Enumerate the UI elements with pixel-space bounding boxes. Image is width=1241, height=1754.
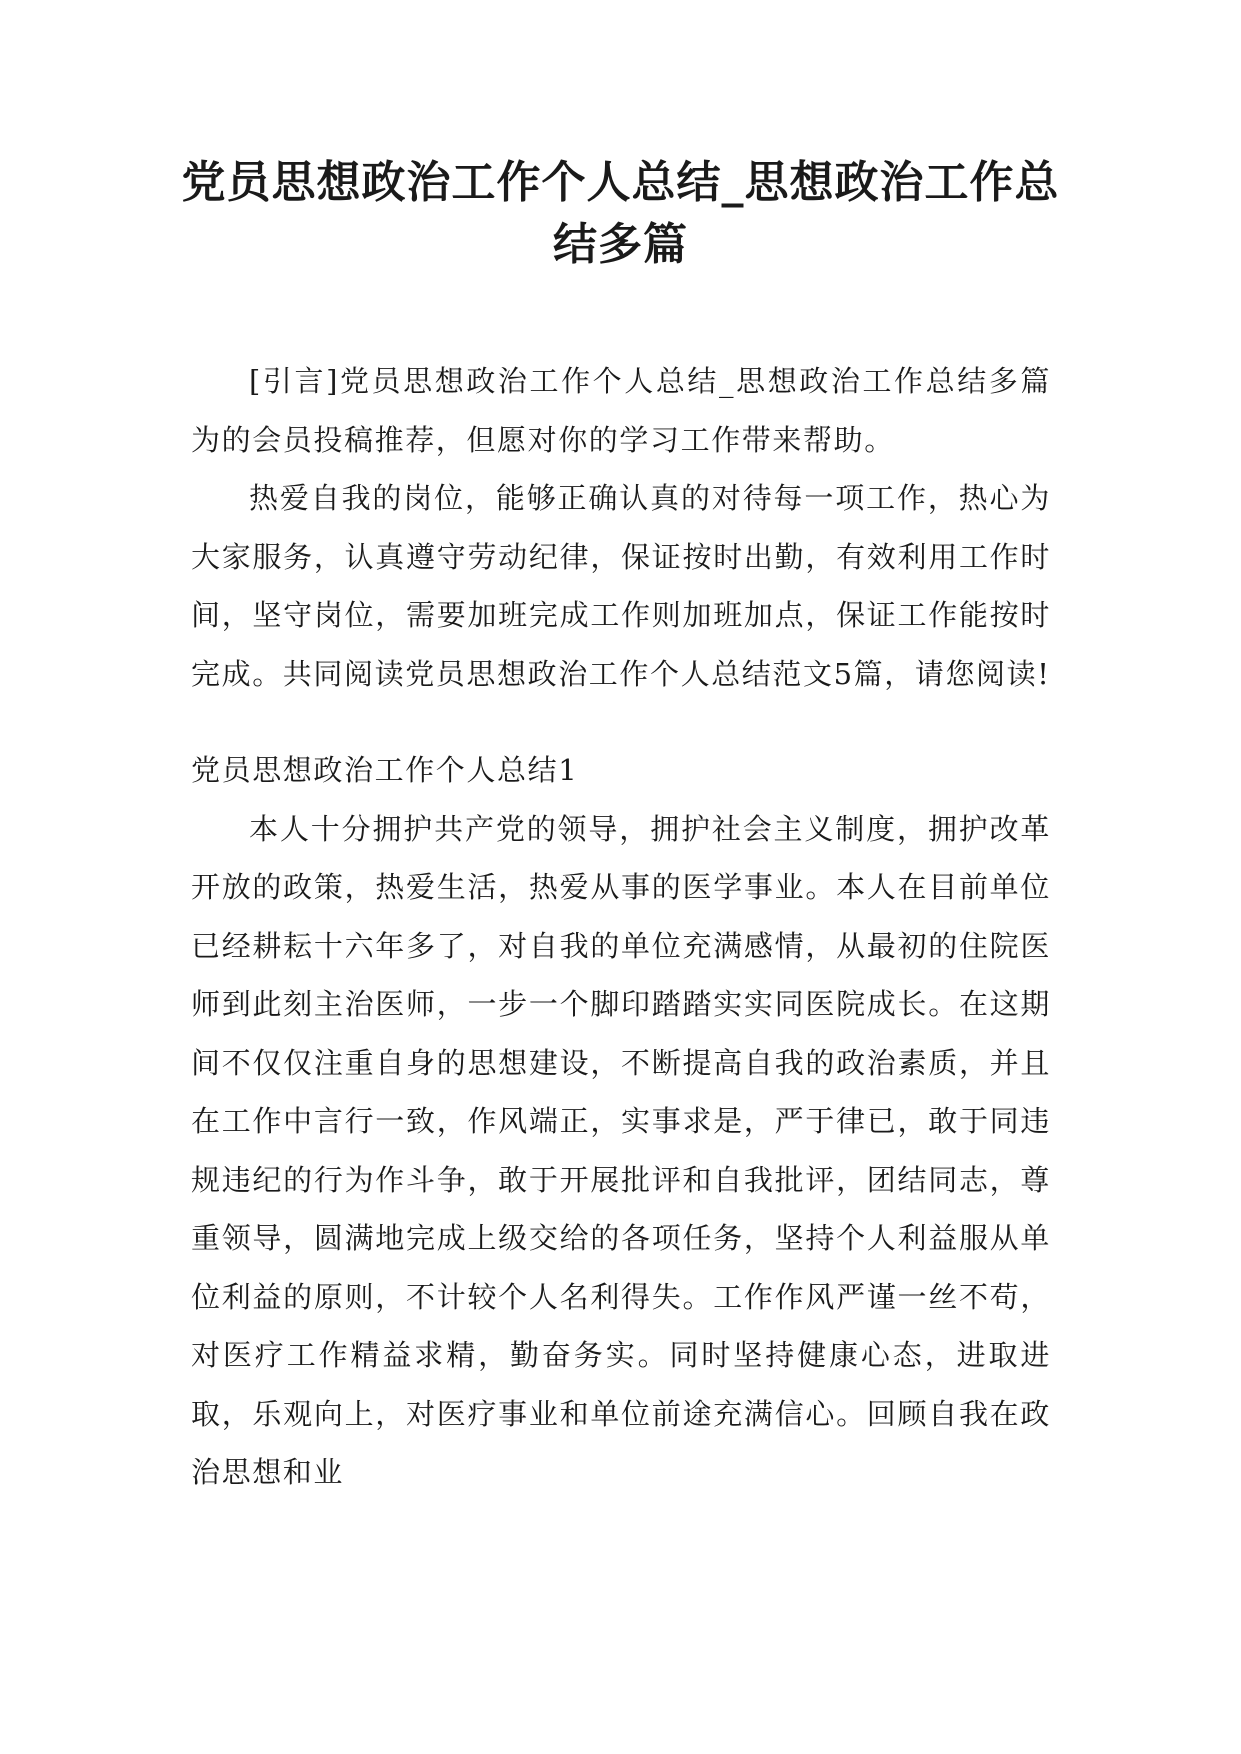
intro-paragraph: [引言]党员思想政治工作个人总结_思想政治工作总结多篇为的会员投稿推荐，但愿对你的学习工作带来帮助。: [191, 364, 1051, 457]
document-body: [191, 352, 1051, 1502]
document-title: 党员思想政治工作个人总结_思想政治工作总结多篇: [181, 157, 1060, 270]
lead-paragraph: 热爱自我的岗位，能够正确认真的对待每一项工作，热心为大家服务，认真遵守劳动纪律，保证按时出勤，有效利用工作时间，坚守岗位，需要加班完成工作则加班加点，保证工作能按时完成。共同阅读党员思想政治工作个人总结范文5篇，请您阅读!: [191, 481, 1051, 691]
section-1-heading: 党员思想政治工作个人总结1: [191, 753, 579, 787]
section-1-paragraph: 本人十分拥护共产党的领导，拥护社会主义制度，拥护改革开放的政策，热爱生活，热爱从事的医学事业。本人在目前单位已经耕耘十六年多了，对自我的单位充满感情，从最初的住院医师到此刻主治医师，一步一个脚印踏踏实实同医院成长。在这期间不仅仅注重自身的思想建设，不断提高自我的政治素质，并且在工作中言行一致，作风端正，实事求是，严于律已，敢于同违规违纪的行为作斗争，敢于开展批评和自我批评，团结同志，尊重领导，圆满地完成上级交给的各项任务，坚持个人利益服从单位利益的原则，不计较个人名利得失。工作作风严谨一丝不苟，对医疗工作精益求精，勤奋务实。同时坚持健康心态，进取进取，乐观向上，对医疗事业和单位前途充满信心。回顾自我在政治思想和业: [191, 811, 1051, 1489]
